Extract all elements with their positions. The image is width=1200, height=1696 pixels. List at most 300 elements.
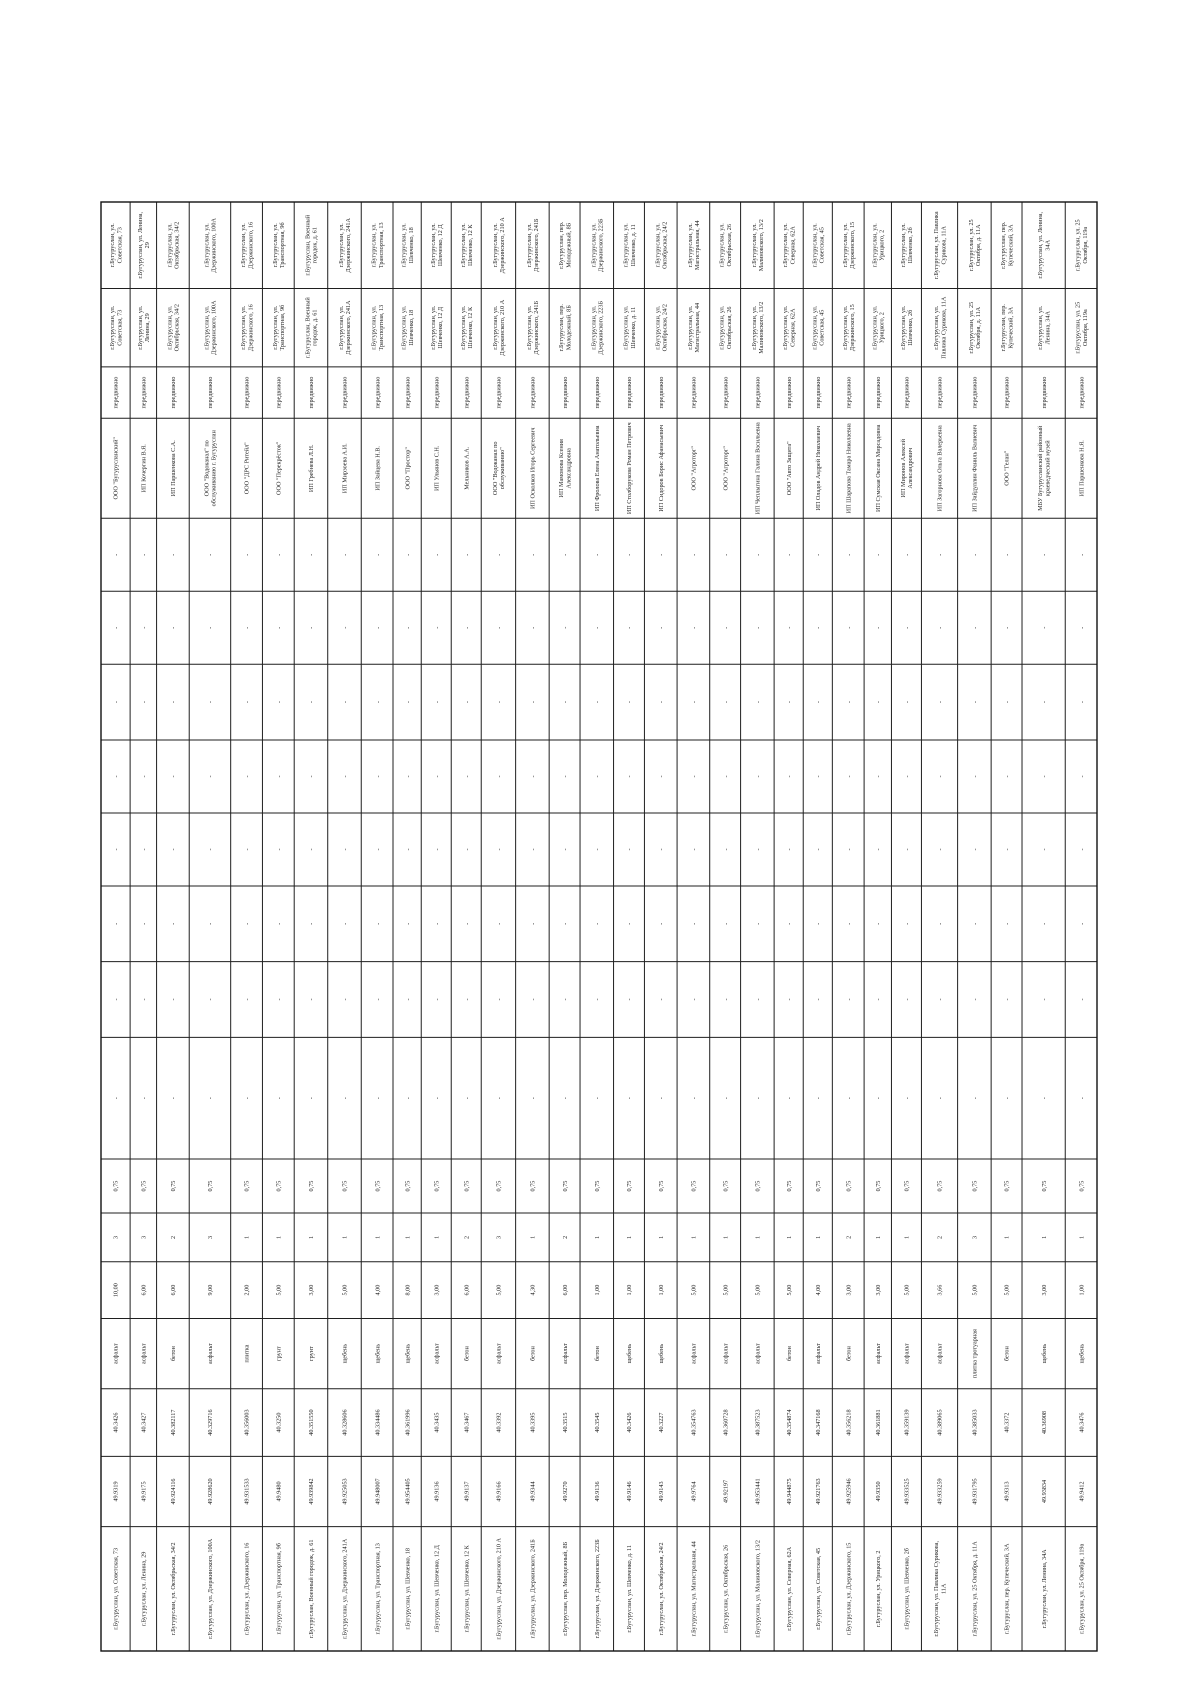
cell-e4: - [170, 848, 178, 851]
cell-lat: 49.948007 [374, 1478, 382, 1505]
cell-src2: г.Бугуруслан, ул.Дзержинского, 241А [338, 218, 353, 273]
cell-e5: - [754, 775, 762, 778]
cell-e6: - [814, 701, 822, 704]
cell-volume: 0,75 [814, 1180, 822, 1192]
cell-count: 1 [785, 1235, 793, 1239]
cell-area: 5,00 [1003, 1284, 1011, 1296]
cell-area: 3,00 [874, 1284, 882, 1296]
cell-area: 6,00 [140, 1284, 148, 1296]
cell-surface: бетон [529, 1346, 537, 1362]
cell-owner: ИП Паршенкова Н.Я. [1078, 440, 1086, 497]
cell-lon: 40.3372 [1003, 1412, 1011, 1433]
cell-src1: г.Бугуруслан, ул.Советская, 73 [109, 305, 124, 350]
cell-e5: - [874, 775, 882, 778]
cell-lat: 49.925053 [341, 1478, 349, 1505]
cell-volume: 0,75 [112, 1180, 120, 1192]
cell-e1: - [936, 1097, 944, 1100]
cell-volume: 0,75 [593, 1180, 601, 1192]
cell-surface: асфальт [874, 1343, 882, 1365]
cell-e6: - [936, 701, 944, 704]
cell-e5: - [626, 775, 634, 778]
cell-src1: г.Бугуруслан, пер.Купеческий, 3А [1000, 304, 1015, 352]
cell-src2: г.Бугуруслан, ул.Транспортная, 13 [370, 222, 385, 269]
cell-address: г.Бугуруслан, ул. Шевченко, 12 Д [433, 1545, 441, 1633]
cell-e5: - [561, 775, 569, 778]
cell-e8: - [140, 553, 148, 556]
cell-src1: г.Бугуруслан, ул.Малиновского, 13/2 [750, 301, 766, 354]
cell-e2: - [657, 998, 665, 1001]
cell-surface: плитка [243, 1344, 251, 1363]
cell-e7: - [754, 626, 762, 629]
cell-lon: 40.356003 [243, 1409, 251, 1436]
cell-e3: - [874, 922, 882, 925]
cell-e7: - [529, 626, 537, 629]
cell-lat: 49.953441 [754, 1478, 762, 1505]
cell-e6: - [140, 701, 148, 704]
cell-surface: щебень [657, 1343, 665, 1364]
cell-owner: ООО "Гелан" [1003, 450, 1011, 486]
cell-src2: г.Бугуруслан, ул.Транспортная, 9б [271, 222, 287, 269]
cell-count: 2 [561, 1235, 569, 1239]
cell-address: г.Бугуруслан, ул. Ленина, 29 [140, 1551, 148, 1627]
cell-e3: - [657, 922, 665, 925]
cell-e8: - [374, 553, 382, 556]
cell-count: 1 [814, 1235, 822, 1239]
cell-e3: - [593, 922, 601, 925]
cell-count: 1 [657, 1235, 665, 1239]
cell-e3: - [971, 922, 979, 925]
cell-e6: - [243, 701, 251, 704]
cell-count: 1 [874, 1235, 882, 1239]
cell-src1: г.Бугуруслан, ул.Дзержинского, 241А [338, 300, 353, 355]
cell-e4: - [275, 848, 283, 851]
cell-e2: - [1078, 998, 1086, 1001]
cell-e8: - [626, 553, 634, 556]
cell-lat: 49.924116 [170, 1478, 178, 1505]
cell-type: передвижно [341, 376, 349, 409]
cell-e7: - [845, 626, 853, 629]
cell-e1: - [874, 1097, 882, 1100]
cell-address: г.Бугуруслан, ул. Дзержинского, 241Б [529, 1539, 537, 1639]
cell-area: 6,00 [561, 1284, 569, 1296]
cell-owner: ИП Столборукова Роман Петрович [626, 422, 634, 515]
cell-e4: - [845, 848, 853, 851]
cell-count: 1 [903, 1235, 911, 1239]
cell-e3: - [308, 922, 316, 925]
cell-e4: - [404, 848, 412, 851]
cell-e3: - [243, 922, 251, 925]
cell-e5: - [112, 775, 120, 778]
cell-address: г.Бугуруслан, ул. Шевченко, д. 11 [626, 1545, 634, 1633]
cell-e8: - [845, 553, 853, 556]
cell-e7: - [593, 626, 601, 629]
cell-e8: - [463, 553, 471, 556]
cell-area: 5,00 [690, 1284, 698, 1296]
cell-type: передвижно [690, 376, 698, 409]
cell-e5: - [433, 775, 441, 778]
cell-e8: - [903, 553, 911, 556]
cell-area: 5,00 [275, 1284, 283, 1296]
cell-lat: 49.9350 [874, 1481, 882, 1502]
cell-owner: ИП Загорнова Ольга Валерьевна [936, 425, 944, 512]
cell-e7: - [207, 626, 215, 629]
cell-e1: - [140, 1097, 148, 1100]
cell-src1: г.Бугуруслан, Военныйгородок, д. 61 [304, 297, 319, 359]
cell-src2: г.Бугуруслан, ул.Магистральная, 44 [686, 220, 702, 271]
cell-e6: - [112, 701, 120, 704]
cell-volume: 0,75 [529, 1180, 537, 1192]
cell-type: передвижно [207, 376, 215, 409]
cell-e5: - [593, 775, 601, 778]
cell-count: 2 [845, 1235, 853, 1239]
cell-e6: - [308, 701, 316, 704]
cell-volume: 0,75 [626, 1180, 634, 1192]
cell-e4: - [374, 848, 382, 851]
cell-surface: грунт [275, 1346, 283, 1361]
cell-volume: 0,75 [433, 1180, 441, 1192]
cell-e2: - [529, 998, 537, 1001]
cell-address: г.Бугуруслан, ул. Октябрьская, 26 [722, 1544, 730, 1633]
cell-owner: ООО "Водоканал" пообслуживанию г. Бугуруслан [203, 430, 218, 507]
cell-src1: г.Бугуруслан, ул.Октябрьская, 24/2 [654, 304, 669, 352]
cell-e6: - [529, 701, 537, 704]
cell-e1: - [112, 1097, 120, 1100]
cell-e8: - [971, 553, 979, 556]
cell-e2: - [874, 998, 882, 1001]
cell-src2: г.Бугуруслан, ул.Дзержинского, 16 [240, 221, 255, 269]
cell-e1: - [903, 1097, 911, 1100]
cell-volume: 0,75 [404, 1180, 412, 1192]
cell-src1: г.Бугуруслан, ул.Шевченко, 12 Д [429, 305, 445, 350]
cell-lon: 40.3426 [626, 1412, 634, 1433]
cell-e8: - [722, 553, 730, 556]
cell-e5: - [657, 775, 665, 778]
cell-type: передвижно [754, 376, 762, 409]
cell-owner: ИП Ульянов С.Н. [433, 445, 441, 492]
cell-count: 1 [374, 1235, 382, 1239]
cell-lat: 49.9319 [112, 1481, 120, 1502]
cell-e4: - [690, 848, 698, 851]
cell-address: г.Бугуруслан, ул. 25 Октября, 119а [1078, 1543, 1086, 1634]
cell-src2: г.Бугуруслан, ул.Дзержинского, 223Б [590, 218, 605, 273]
cell-type: передвижно [626, 376, 634, 409]
cell-type: передвижно [936, 376, 944, 409]
cell-address: г.Бугуруслан, ул. Октябрьская, 24/2 [657, 1542, 665, 1636]
cell-e2: - [690, 998, 698, 1001]
cell-e3: - [690, 922, 698, 925]
cell-area: 4,30 [529, 1284, 537, 1296]
cell-src1: г.Бугуруслан, ул.Северная, 62А [782, 305, 797, 350]
cell-count: 3 [140, 1235, 148, 1239]
cell-area: 1,00 [1078, 1284, 1086, 1296]
cell-e7: - [433, 626, 441, 629]
cell-e7: - [341, 626, 349, 629]
cell-volume: 0,75 [374, 1180, 382, 1192]
cell-e5: - [243, 775, 251, 778]
cell-src1: г.Бугуруслан, ул.Дзержинского, 16 [240, 304, 255, 352]
cell-src1: г.Бугуруслан, ул.Магистральная, 44 [686, 302, 702, 353]
cell-e3: - [903, 922, 911, 925]
cell-surface: бетон [463, 1346, 471, 1362]
cell-e7: - [140, 626, 148, 629]
cell-e8: - [936, 553, 944, 556]
cell-src2: г.Бугуруслан, ул.Советская, 45 [811, 223, 826, 268]
cell-e1: - [207, 1097, 215, 1100]
cell-owner: ИП Зайцева Н.В. [374, 446, 382, 491]
cell-e5: - [722, 775, 730, 778]
cell-e7: - [626, 626, 634, 629]
cell-e7: - [170, 626, 178, 629]
cell-address: г.Бугуруслан, Военный городок, д. 61 [308, 1539, 316, 1639]
cell-lat: 49.9344 [529, 1481, 537, 1502]
cell-e4: - [903, 848, 911, 851]
cell-e4: - [112, 848, 120, 851]
cell-lon: 40.382117 [170, 1409, 178, 1436]
cell-e3: - [275, 922, 283, 925]
cell-surface: бетон [1003, 1346, 1011, 1362]
cell-e8: - [170, 553, 178, 556]
cell-e5: - [341, 775, 349, 778]
cell-src1: г.Бугуруслан, ул.Шевченко, 18 [400, 305, 415, 350]
cell-count: 1 [275, 1235, 283, 1239]
cell-type: передвижно [170, 376, 178, 409]
cell-volume: 0,75 [845, 1180, 853, 1192]
cell-e6: - [593, 701, 601, 704]
cell-src2: г.Бугуруслан, ул.Октябрьская, 24/2 [654, 221, 669, 269]
cell-e5: - [207, 775, 215, 778]
cell-e2: - [243, 998, 251, 1001]
cell-lat: 49.933525 [903, 1478, 911, 1505]
cell-e2: - [754, 998, 762, 1001]
cell-lat: 49.9270 [561, 1481, 569, 1502]
cell-e5: - [275, 775, 283, 778]
cell-e4: - [1078, 848, 1086, 851]
cell-count: 1 [243, 1235, 251, 1239]
cell-e3: - [529, 922, 537, 925]
cell-type: передвижно [140, 376, 148, 409]
cell-e8: - [433, 553, 441, 556]
cell-e5: - [814, 775, 822, 778]
cell-e1: - [1078, 1097, 1086, 1100]
cell-src2: г.Бугуруслан, ул.Дзержинского, 100А [203, 218, 218, 273]
cell-e7: - [374, 626, 382, 629]
cell-lon: 40.385033 [971, 1409, 979, 1436]
cell-src2: г.Бугуруслан, ул.Северная, 62А [782, 223, 797, 268]
cell-lon: 40.329716 [207, 1409, 215, 1436]
cell-e8: - [308, 553, 316, 556]
cell-lon: 40.351550 [308, 1409, 316, 1436]
cell-e8: - [341, 553, 349, 556]
cell-e5: - [785, 775, 793, 778]
cell-area: 10,00 [112, 1283, 120, 1298]
cell-type: передвижно [529, 376, 537, 409]
cell-e3: - [140, 922, 148, 925]
cell-e5: - [529, 775, 537, 778]
cell-e1: - [243, 1097, 251, 1100]
cell-e1: - [785, 1097, 793, 1100]
cell-count: 1 [433, 1235, 441, 1239]
cell-type: передвижно [903, 376, 911, 409]
cell-surface: бетон [845, 1346, 853, 1362]
cell-surface: асфальт [722, 1343, 730, 1365]
cell-lat: 49.9143 [657, 1481, 665, 1502]
cell-e2: - [785, 998, 793, 1001]
cell-lon: 40.354763 [690, 1409, 698, 1436]
cell-e2: - [170, 998, 178, 1001]
cell-volume: 0,75 [308, 1180, 316, 1192]
cell-count: 1 [593, 1235, 601, 1239]
cell-surface: асфальт [140, 1343, 148, 1365]
cell-area: 5,00 [754, 1284, 762, 1296]
cell-surface: щебень [626, 1343, 634, 1364]
cell-surface: щебень [1078, 1343, 1086, 1364]
cell-count: 3 [112, 1235, 120, 1239]
cell-area: 5,00 [495, 1284, 503, 1296]
cell-e1: - [971, 1097, 979, 1100]
cell-type: передвижно [112, 376, 120, 409]
cell-surface: бетон [170, 1346, 178, 1362]
cell-e5: - [308, 775, 316, 778]
cell-e2: - [404, 998, 412, 1001]
cell-type: передвижно [561, 376, 569, 409]
cell-e8: - [561, 553, 569, 556]
cell-volume: 0,75 [275, 1180, 283, 1192]
cell-e5: - [1040, 775, 1048, 778]
cell-owner: ООО "Авто Защита" [785, 441, 793, 496]
cell-e7: - [308, 626, 316, 629]
cell-address: г.Бугуруслан, ул. Октябрьская, 34/2 [170, 1542, 178, 1636]
cell-e7: - [112, 626, 120, 629]
cell-e5: - [690, 775, 698, 778]
cell-e1: - [814, 1097, 822, 1100]
cell-e1: - [308, 1097, 316, 1100]
cell-address: г.Бугуруслан, ул. Шевченко, 12 К [463, 1545, 471, 1633]
cell-e6: - [903, 701, 911, 704]
cell-surface: бетон [785, 1346, 793, 1362]
cell-lon: 40.3515 [561, 1412, 569, 1433]
cell-e6: - [341, 701, 349, 704]
cell-lon: 40.3250 [275, 1412, 283, 1433]
cell-e6: - [463, 701, 471, 704]
cell-address: г.Бугуруслан, ул. Дзержинского, 16 [243, 1542, 251, 1636]
cell-src2: г.Бугуруслан, пер.Купеческий, 3А [1000, 221, 1015, 269]
cell-volume: 0,75 [754, 1180, 762, 1192]
cell-e2: - [1040, 998, 1048, 1001]
cell-e1: - [722, 1097, 730, 1100]
cell-e8: - [495, 553, 503, 556]
cell-e4: - [207, 848, 215, 851]
cell-lon: 40.360728 [722, 1409, 730, 1436]
cell-type: передвижно [1040, 376, 1048, 409]
cell-lon: 40.328606 [341, 1409, 349, 1436]
cell-e1: - [463, 1097, 471, 1100]
cell-lat: 49.93834 [1040, 1479, 1048, 1504]
cell-e3: - [845, 922, 853, 925]
cell-volume: 0,75 [207, 1180, 215, 1192]
cell-src2: г.Бугуруслан, пер.Молодежный, 8Б [558, 221, 573, 269]
cell-e7: - [903, 626, 911, 629]
cell-e2: - [308, 998, 316, 1001]
cell-count: 1 [529, 1235, 537, 1239]
cell-e2: - [722, 998, 730, 1001]
cell-volume: 0,75 [874, 1180, 882, 1192]
cell-lat: 49.928620 [207, 1478, 215, 1505]
cell-lat: 49.9146 [626, 1481, 634, 1502]
cell-src2: г.Бугуруслан, ул.Шевченко, д. 11 [622, 223, 637, 268]
cell-e5: - [404, 775, 412, 778]
cell-e7: - [814, 626, 822, 629]
cell-area: 4,00 [374, 1284, 382, 1296]
cell-lat: 49.9136 [433, 1481, 441, 1502]
cell-e5: - [170, 775, 178, 778]
cell-area: 1,00 [593, 1284, 601, 1296]
cell-e4: - [1040, 848, 1048, 851]
cell-lat: 49.9136 [593, 1481, 601, 1502]
cell-e5: - [495, 775, 503, 778]
cell-src2: г.Бугуруслан, ул.Шевченко, 2б [900, 223, 915, 268]
cell-e3: - [626, 922, 634, 925]
cell-lat: 49.9764 [690, 1481, 698, 1502]
cell-e7: - [874, 626, 882, 629]
cell-type: передвижно [463, 376, 471, 409]
cell-address: г.Бугуруслан, ул. Дзержинского, 210 А [495, 1538, 503, 1640]
cell-type: передвижно [722, 376, 730, 409]
cell-src2: г.Бугуруслан, ул.Дзержинского, 210 А [491, 217, 507, 274]
cell-e6: - [845, 701, 853, 704]
cell-address: г.Бугуруслан, ул. Магистральная, 44 [690, 1541, 698, 1637]
cell-e1: - [1003, 1097, 1011, 1100]
cell-e5: - [936, 775, 944, 778]
cell-e2: - [207, 998, 215, 1001]
cell-e2: - [112, 998, 120, 1001]
cell-e3: - [936, 922, 944, 925]
cell-e7: - [275, 626, 283, 629]
cell-address: г.Бугуруслан, ул. Павлика Сурикова,11А [933, 1540, 948, 1637]
cell-type: передвижно [845, 376, 853, 409]
cell-e7: - [243, 626, 251, 629]
cell-area: 3,66 [936, 1284, 944, 1296]
cell-e3: - [1040, 922, 1048, 925]
cell-src1: г.Бугуруслан, ул.Дзержинского, 241Б [525, 300, 541, 355]
cell-volume: 0,75 [170, 1180, 178, 1192]
cell-type: передвижно [404, 376, 412, 409]
cell-e8: - [1078, 553, 1086, 556]
cell-e8: - [690, 553, 698, 556]
cell-e2: - [936, 998, 944, 1001]
cell-e5: - [374, 775, 382, 778]
cell-owner: ООО "Бугурусланский" [112, 437, 120, 500]
cell-e1: - [433, 1097, 441, 1100]
cell-e4: - [1003, 848, 1011, 851]
cell-e1: - [657, 1097, 665, 1100]
cell-e8: - [814, 553, 822, 556]
cell-lat: 49.931795 [971, 1478, 979, 1505]
cell-src2: г.Бугуруслан, ул.Советская, 73 [109, 223, 124, 268]
cell-volume: 0,75 [495, 1180, 503, 1192]
cell-e3: - [433, 922, 441, 925]
cell-lon: 40.3227 [657, 1412, 665, 1433]
cell-lat: 49.9137 [463, 1481, 471, 1502]
cell-address: г.Бугуруслан, ул. 25 Октября, д. 11А [971, 1541, 979, 1637]
cell-e5: - [903, 775, 911, 778]
cell-e1: - [1040, 1097, 1048, 1100]
cell-owner: ООО "ДРС Ритейл" [243, 442, 251, 495]
cell-surface: щебень [374, 1343, 382, 1364]
cell-owner: ИП Фролова Елена Анатольевна [593, 425, 601, 512]
cell-lat: 49.921763 [814, 1478, 822, 1505]
cell-e1: - [341, 1097, 349, 1100]
cell-e8: - [529, 553, 537, 556]
